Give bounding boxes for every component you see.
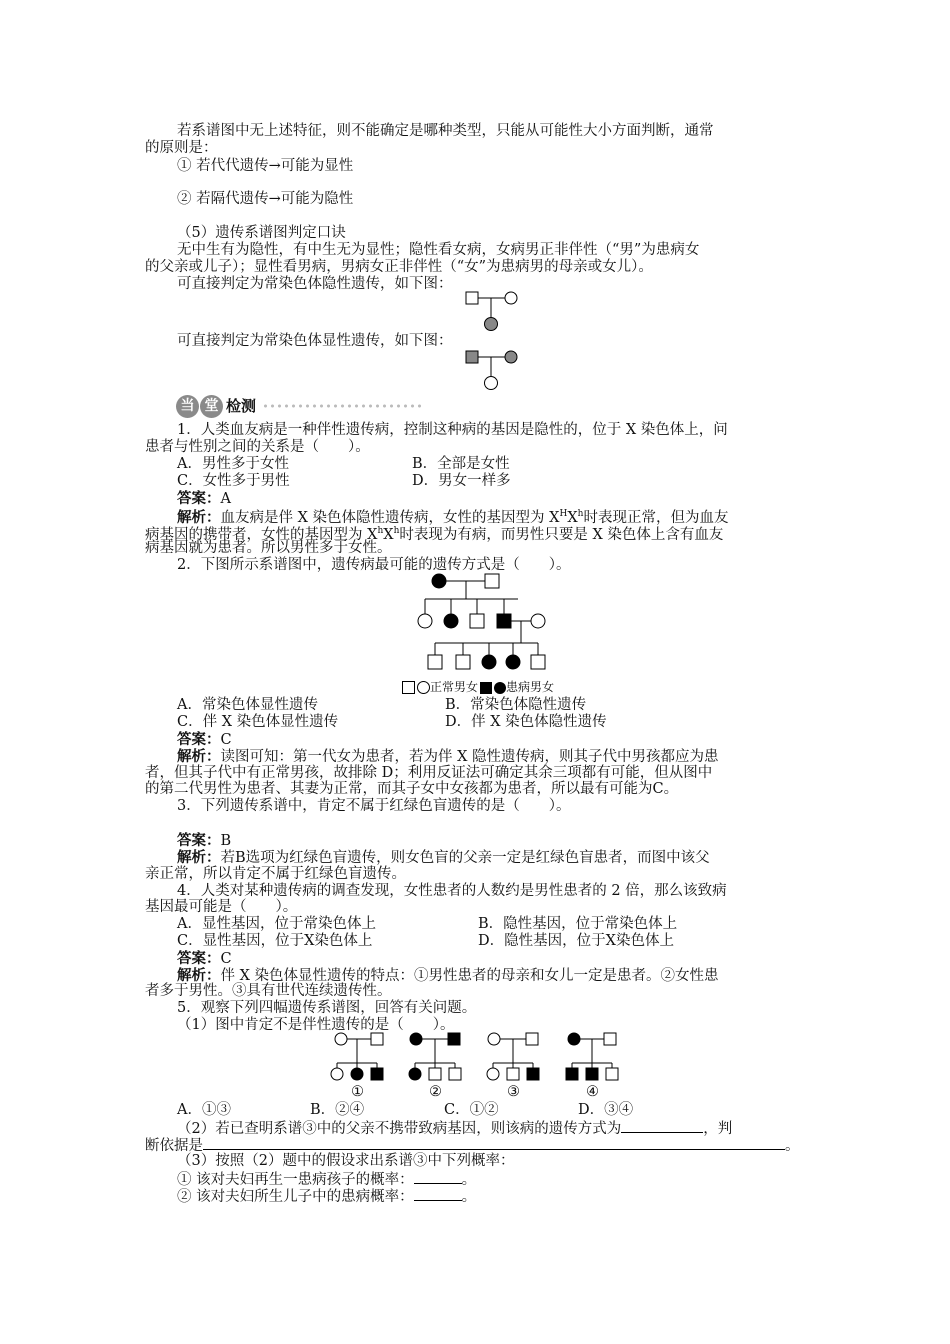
intro-paragraph-line1: 若系谱图中无上述特征，则不能确定是哪种类型，只能从可能性大小方面判断，通常 (177, 123, 714, 139)
q4-explanation-line2: 者多于男性。③具有世代连续遗传性。 (145, 983, 392, 999)
q5-part3-text: 。 (461, 1189, 477, 1205)
q2-explanation-line1 (177, 748, 719, 766)
q2-answer (177, 731, 232, 749)
q4-option-a: A．显性基因，位于常染色体上 (177, 916, 376, 932)
q5-part2-text: （2）若已查明系谱③中的父亲不携带致病基因，则该病的遗传方式为 (177, 1121, 622, 1137)
legend-ill-label: 患病男女 (506, 680, 555, 694)
section-banner-in-class-test (176, 395, 422, 419)
q4-stem-line1: 4．人类对某种遗传病的调查发现，女性患者的人数约是男性患者的 2 倍，那么该致病 (177, 883, 727, 899)
q4-exp-text: 伴 X 染色体显性遗传的特点：①男性患者的母亲和女儿一定是患者。②女性患 (220, 968, 719, 984)
superscript: H (559, 509, 568, 519)
rule-2: ② 若隔代遗传→可能为隐性 (177, 191, 354, 207)
q1-exp-text: 时表现为有病，而男性只要是 X 染色体上含有血友 (399, 526, 724, 543)
explanation-label: 解析： (177, 748, 221, 765)
pedigree-label-2: ② (429, 1084, 442, 1100)
superscript: h (377, 526, 384, 536)
recessive-example-text: 可直接判定为常染色体隐性遗传，如下图： (177, 276, 453, 292)
q5-option-b: B．②④ (310, 1102, 365, 1118)
q5-part3-item2 (177, 1187, 476, 1206)
pedigree-label-1: ① (351, 1084, 364, 1100)
q2-explanation-line3: 的第二代男性为患者、其妻为正常，而其子女中女孩都为患者，所以最有可能为C。 (145, 781, 679, 797)
q1-option-a: A．男性多于女性 (177, 456, 289, 472)
q2-stem: 2．下图所示系谱图中，遗传病最可能的遗传方式是（ ）。 (177, 557, 571, 573)
answer-value: C (220, 951, 232, 967)
q1-exp-text: 病基因的携带者，女性的基因型为 X (145, 526, 378, 543)
answer-value: A (220, 491, 231, 507)
q1-exp-text: X (567, 509, 578, 526)
rule-1: ① 若代代遗传→可能为显性 (177, 158, 354, 174)
intro-paragraph-line2: 的原则是： (145, 140, 218, 156)
q4-option-b: B．隐性基因，位于常染色体上 (478, 916, 678, 932)
superscript: h (393, 526, 400, 536)
q2-option-a: A．常染色体显性遗传 (177, 697, 318, 713)
q2-explanation-line2: 者，但其子代中有正常男孩，故排除 D；利用反证法可确定其余三项都有可能，但从图中 (145, 765, 713, 781)
answer-label: 答案： (177, 731, 221, 748)
recessive-pedigree-diagram (460, 288, 540, 338)
q3-answer (177, 832, 231, 850)
q5-option-c: C．①② (444, 1102, 499, 1118)
q1-exp-text: X (383, 526, 394, 543)
section-heading-5: （5）遗传系谱图判定口诀 (177, 225, 346, 241)
answer-blank-prob-ill-child[interactable] (414, 1170, 462, 1184)
q5-part2-text: 断依据是 (145, 1138, 203, 1154)
legend-normal-label: 正常男女 (430, 680, 479, 694)
dominant-pedigree-diagram (460, 345, 540, 395)
pedigree-label-3: ③ (507, 1084, 520, 1100)
answer-value: B (220, 833, 232, 849)
q2-option-c: C．伴 X 染色体显性遗传 (177, 714, 339, 730)
q2-pedigree-diagram (410, 570, 560, 675)
q5-part1: （1）图中肯定不是伴性遗传的是（ ）。 (177, 1017, 455, 1033)
banner-char-2: 堂 (200, 395, 223, 418)
answer-blank-prob-ill-son[interactable] (414, 1187, 462, 1201)
q1-stem-line2: 患者与性别之间的关系是（ ）。 (145, 439, 370, 455)
q5-pedigree-diagrams (325, 1030, 625, 1105)
normal-male-symbol (402, 681, 415, 694)
q5-part3: （3）按照（2）题中的假设求出系谱③中下列概率： (177, 1153, 515, 1169)
q3-stem: 3．下列遗传系谱中，肯定不属于红绿色盲遗传的是（ ）。 (177, 798, 571, 814)
q3-explanation-line1 (177, 849, 710, 867)
q4-option-c: C．显性基因，位于X染色体上 (177, 933, 373, 949)
superscript: h (577, 509, 584, 519)
ill-female-symbol (494, 682, 506, 694)
q1-explanation-line3: 病基因就为患者。所以男性多于女性。 (145, 540, 392, 556)
q5-part3-text: ② 该对夫妇所生儿子中的患病概率： (177, 1189, 414, 1205)
pedigree-3 (487, 1033, 539, 1080)
q5-part2-text: ，判 (703, 1121, 733, 1137)
answer-value: C (220, 732, 232, 748)
q4-stem-line2: 基因最可能是（ ）。 (145, 899, 298, 915)
q1-exp-text: 时表现正常，但为血友 (583, 509, 729, 526)
q1-exp-text: 血友病是伴 X 染色体隐性遗传病，女性的基因型为 X (220, 509, 560, 526)
q1-stem-line1: 1．人类血友病是一种伴性遗传病，控制这种病的基因是隐性的，位于 X 染色体上，问 (177, 422, 728, 438)
answer-blank-inheritance-mode[interactable] (621, 1119, 703, 1133)
q4-answer (177, 950, 232, 968)
q5-part3-text: ① 该对夫妇再生一患病孩子的概率： (177, 1172, 414, 1188)
pedigree-1 (331, 1033, 383, 1080)
explanation-label: 解析： (177, 967, 221, 984)
q3-explanation-line2: 亲正常，所以肯定不属于红绿色盲遗传。 (145, 866, 406, 882)
banner-dots (262, 402, 422, 410)
q2-option-d: D．伴 X 染色体隐性遗传 (445, 714, 607, 730)
banner-char-1: 当 (176, 395, 199, 418)
q2-legend (402, 678, 554, 695)
q5-stem: 5．观察下列四幅遗传系谱图，回答有关问题。 (177, 1000, 477, 1016)
q5-option-d: D．③④ (578, 1102, 634, 1118)
pedigree-label-4: ④ (586, 1084, 599, 1100)
banner-title: 检测 (226, 397, 257, 415)
q1-option-d: D．男女一样多 (412, 473, 511, 489)
pedigree-4 (566, 1033, 618, 1080)
rhyme-line1: 无中生有为隐性，有中生无为显性；隐性看女病，女病男正非伴性（“男”为患病女 (177, 242, 700, 258)
q3-exp-text: 若B选项为红绿色盲遗传，则女色盲的父亲一定是红绿色盲患者，而图中该父 (220, 850, 710, 866)
q2-exp-text: 读图可知：第一代女为患者，若为伴 X 隐性遗传病，则其子代中男孩都应为患 (220, 749, 719, 765)
answer-blank-reasoning[interactable] (203, 1136, 785, 1150)
q4-option-d: D．隐性基因，位于X染色体上 (478, 933, 674, 949)
normal-female-symbol (417, 681, 430, 694)
q5-part3-text: 。 (461, 1172, 477, 1188)
q1-option-b: B．全部是女性 (412, 456, 510, 472)
q2-option-b: B．常染色体隐性遗传 (445, 697, 587, 713)
pedigree-2 (409, 1033, 461, 1080)
explanation-label: 解析： (177, 508, 221, 526)
q5-option-a: A．①③ (177, 1102, 231, 1118)
explanation-label: 解析： (177, 849, 221, 866)
q5-part2-text: 。 (785, 1138, 800, 1154)
dominant-example-text: 可直接判定为常染色体显性遗传，如下图： (177, 333, 453, 349)
answer-label: 答案： (177, 832, 221, 849)
q1-option-c: C．女性多于男性 (177, 473, 290, 489)
rhyme-line2: 的父亲或儿子）；显性看男病，男病女正非伴性（“女”为患病男的母亲或女儿）。 (145, 259, 653, 275)
ill-male-symbol (480, 682, 492, 694)
answer-label: 答案： (177, 490, 221, 507)
answer-label: 答案： (177, 950, 221, 967)
